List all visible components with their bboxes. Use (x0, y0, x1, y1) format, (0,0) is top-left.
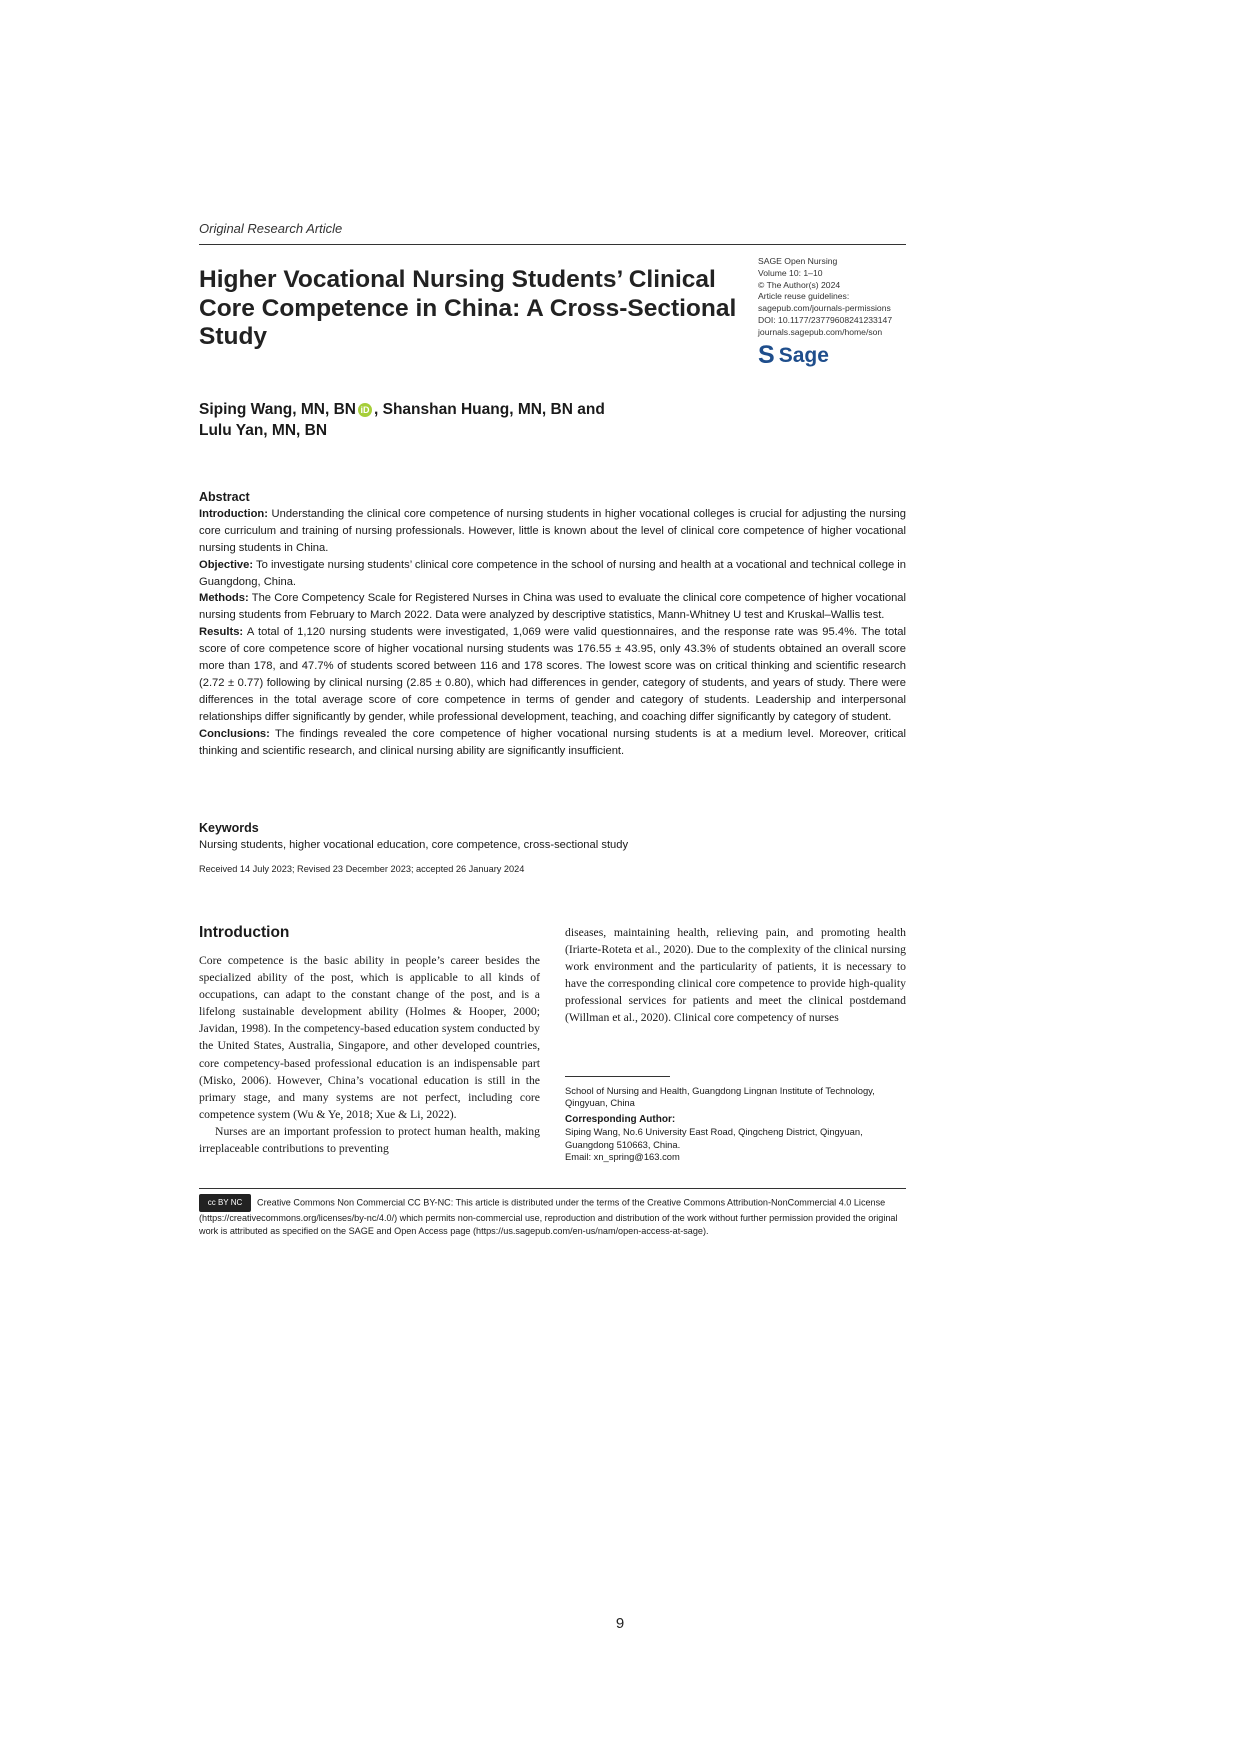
abstract-section (199, 506, 906, 557)
footnote-rule (565, 1076, 670, 1077)
paper-title: Higher Vocational Nursing Students’ Clinical Core Competence in China: A Cross-Sectional Study (199, 266, 737, 350)
license-text: Creative Commons Non Commercial CC BY-NC: This article is distributed under the terms of the Creative Commons Attribution-NonCommercial 4.0 License (https://creativecommons.org/licenses/by-nc/4.0/) which permits non-commercial use, reproduction and distribution of the work without further permission provided the original work is attributed as specified on the SAGE and Open Access page (https://us.sagepub.com/en-us/nam/open-access-at-sage). (199, 1197, 898, 1237)
abstract-section (199, 624, 906, 725)
body-paragraph: Nurses are an important profession to protect human health, making irreplaceable contributions to preventing (199, 1124, 540, 1156)
keywords-text: Nursing students, higher vocational education, core competence, cross-sectional study (199, 838, 629, 851)
abstract-section (199, 726, 906, 760)
abstract-section-label: Conclusions: (199, 727, 270, 740)
abstract-section-text: To investigate nursing students’ clinical core competence in the school of nursing and health at a vocational and technical college in Guangdong, China. (199, 558, 907, 588)
affiliation-block (565, 1085, 910, 1163)
journal-info-line: sagepub.com/journals-permissions (758, 303, 891, 314)
orcid-icon[interactable]: iD (358, 403, 372, 417)
abstract (199, 489, 906, 760)
author-name: , Shanshan Huang, MN, BN and (374, 401, 605, 418)
sage-logo (758, 343, 829, 368)
section-heading-introduction: Introduction (199, 924, 290, 941)
creative-commons-icon: cc BY NC (199, 1194, 251, 1212)
journal-info-line: SAGE Open Nursing (758, 256, 838, 266)
journal-info-line: Volume 10: 1–10 (758, 267, 823, 278)
body-paragraph: Core competence is the basic ability in people’s career besides the specialized ability of the post, which is applicable to all kinds of occupations, can adapt to the constant change of the post, and is a lifelong sustainable development ability (Holmes & Hooper, 2000; Javidan, 1998). In the competency-based education system conducted by the United States, Australia, Singapore, and other developed countries, core competency-based professional education is an indispensable part (Misko, 2006). However, China’s vocational education is still in the primary stage, and many systems are not perfect, including core competence system (Wu & Ye, 2018; Xue & Li, 2022). (199, 954, 540, 1121)
abstract-section (199, 590, 906, 624)
abstract-section-text: The findings revealed the core competence of higher vocational nursing students is at a medium level. Moreover, critical thinking and scientific research, and clinical nursing ability are significantly insufficient. (199, 727, 906, 757)
abstract-section-label: Introduction: (199, 507, 268, 520)
sage-logo-text: Sage (778, 344, 829, 367)
sage-logo-mark: S (758, 341, 775, 369)
received-dates: Received 14 July 2023; Revised 23 December 2023; accepted 26 January 2024 (199, 864, 525, 874)
abstract-section (199, 557, 906, 591)
abstract-heading: Abstract (199, 490, 250, 504)
journal-info-line: Article reuse guidelines: (758, 291, 850, 302)
corresponding-author-heading: Corresponding Author: (565, 1113, 676, 1125)
abstract-section-text: Understanding the clinical core competence of nursing students in higher vocational colleges is crucial for adjusting the nursing core curriculum and training of nursing professionals. However, little is known about the level of clinical core competence of higher vocational nursing students in China. (199, 507, 907, 554)
header-rule (199, 244, 906, 245)
abstract-section-label: Objective: (199, 558, 254, 571)
journal-info-line: journals.sagepub.com/home/son (758, 326, 883, 337)
corresponding-address: Siping Wang, No.6 University East Road, Qingcheng District, Qingyuan, Guangdong 510663, China. (565, 1126, 863, 1150)
keywords (199, 820, 906, 853)
abstract-section-label: Results: (199, 626, 244, 639)
abstract-section-text: A total of 1,120 nursing students were investigated, 1,069 were valid questionnaires, and the response rate was 95.4%. The total score of core competence score of higher vocational nursing students was 176.55 ± 43.95, only 43.3% of students obtained an overall score more than 178, and 47.7% of students scored between 116 and 178 scores. The lowest score was on critical thinking and scientific research (2.72 ± 0.77) following by clinical nursing (2.85 ± 0.80), which had differences in gender, category of students, and years of study. There were differences in the total average score of core competence in terms of gender and category of students. Leadership and interpersonal relationships differ significantly by gender, while professional development, teaching, and coaching differ significantly by category of student. (199, 626, 907, 723)
abstract-section-label: Methods: (199, 592, 249, 605)
body-column-right: diseases, maintaining health, relieving pain, and promoting health (Iriarte-Roteta et al., 2020). Due to the complexity of the clinical nursing work environment and the particularity of patients, it is necessary to have the corresponding clinical core competence to provide high-quality professional services for patients and meet the clinical postdemand (Willman et al., 2020). Clinical core competency of nurses (565, 926, 906, 1025)
author-list (199, 400, 699, 441)
license-rule (199, 1188, 906, 1189)
journal-info (758, 256, 918, 339)
abstract-section-text: The Core Competency Scale for Registered Nurses in China was used to evaluate the clinical core competence of higher vocational nursing students from February to March 2022. Data were analyzed by descriptive statistics, Mann-Whitney U test and Kruskal–Wallis test. (199, 592, 907, 622)
journal-info-line: DOI: 10.1177/23779608241233147 (758, 314, 893, 325)
license-block (199, 1194, 906, 1239)
affiliation-text: School of Nursing and Health, Guangdong Lingnan Institute of Technology, Qingyuan, China (565, 1085, 875, 1109)
article-type: Original Research Article (199, 221, 343, 236)
author-name: Lulu Yan, MN, BN (199, 421, 328, 439)
author-name: Siping Wang, MN, BN (199, 401, 356, 418)
journal-info-line: © The Author(s) 2024 (758, 279, 841, 290)
body-column-left (199, 952, 540, 1157)
keywords-heading: Keywords (199, 821, 259, 835)
corresponding-email[interactable]: Email: xn_spring@163.com (565, 1151, 680, 1163)
page-number: 9 (615, 1615, 625, 1632)
